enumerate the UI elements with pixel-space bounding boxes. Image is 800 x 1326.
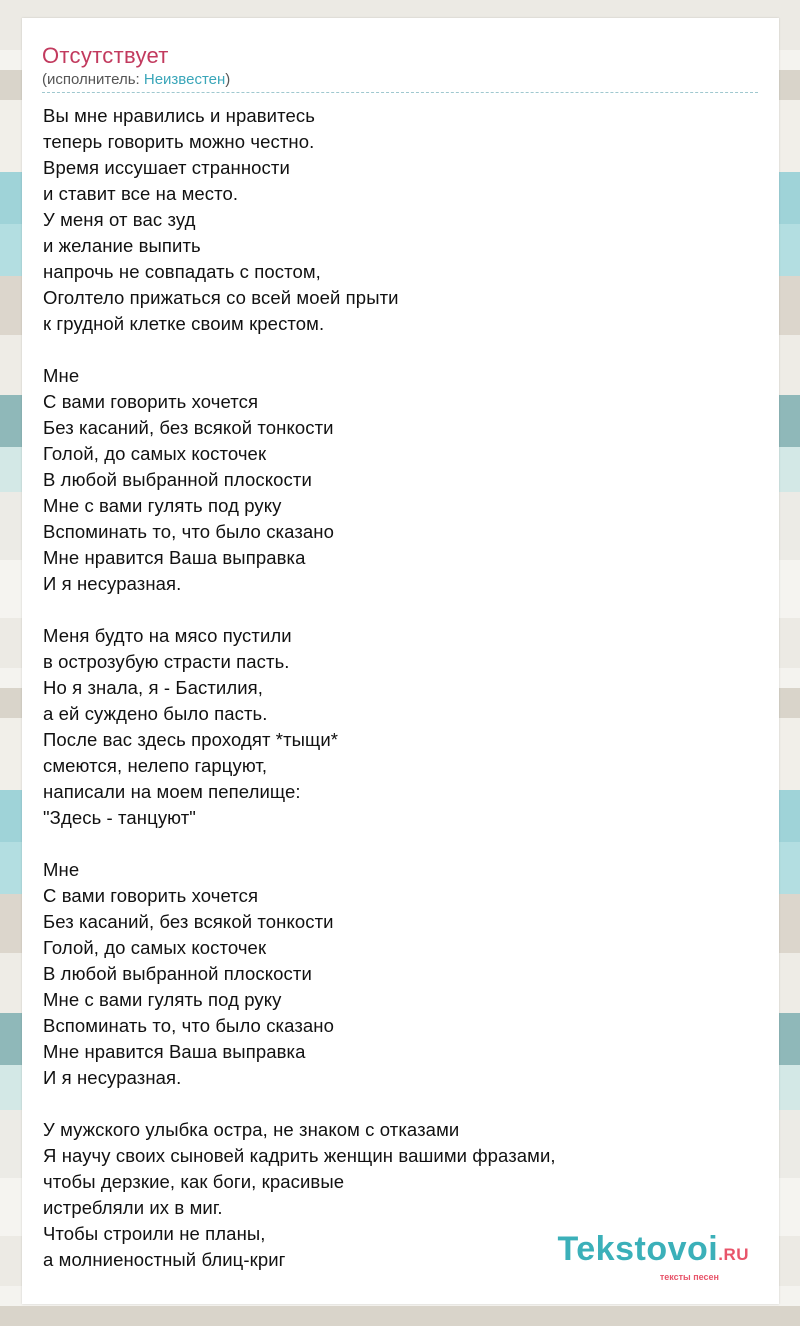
lyric-line: и желание выпить (43, 235, 201, 256)
lyric-line: Я научу своих сыновей кадрить женщин вашими фразами, (43, 1145, 556, 1166)
lyric-line: Вспоминать то, что было сказано (43, 521, 334, 542)
lyrics-text (43, 103, 759, 1273)
lyrics-card (22, 18, 779, 1304)
lyric-line: С вами говорить хочется (43, 885, 259, 906)
lyric-line: Мне (43, 859, 80, 880)
stanza-break (43, 1091, 759, 1117)
lyric-line: В любой выбранной плоскости (43, 963, 312, 984)
stanza-break (43, 831, 759, 857)
lyric-line: У мужского улыбка остра, не знаком с отказами (43, 1119, 460, 1140)
lyric-line: напрочь не совпадать с постом, (43, 261, 321, 282)
lyric-line: написали на моем пепелище: (43, 781, 301, 802)
artist-link[interactable]: Неизвестен (143, 71, 226, 88)
lyric-line: а молниеностный блиц-криг (43, 1249, 286, 1270)
lyric-line: Меня будто на мясо пустили (43, 625, 292, 646)
lyric-line: И я несуразная. (43, 573, 182, 594)
lyric-line: истребляли их в миг. (43, 1197, 223, 1218)
logo-wordmark (549, 1232, 749, 1272)
artist-line (42, 70, 758, 90)
lyric-line: Голой, до самых косточек (43, 443, 267, 464)
lyric-line: "Здесь - танцуют" (43, 807, 196, 828)
lyric-line: Мне нравится Ваша выправка (43, 1041, 306, 1062)
logo-tld: .RU (718, 1245, 749, 1264)
lyric-line: Мне с вами гулять под руку (43, 495, 282, 516)
stanza-break (43, 597, 759, 623)
lyric-line: к грудной клетке своим крестом. (43, 313, 325, 334)
artist-prefix: (исполнитель: (42, 71, 144, 88)
lyric-line: В любой выбранной плоскости (43, 469, 312, 490)
lyric-line: Вспоминать то, что было сказано (43, 1015, 334, 1036)
logo-tagline: тексты песен (659, 1272, 719, 1282)
lyric-line: Без касаний, без всякой тонкости (43, 911, 334, 932)
lyric-line: Голой, до самых косточек (43, 937, 267, 958)
lyric-line: а ей суждено было пасть. (43, 703, 268, 724)
lyric-line: Чтобы строили не планы, (43, 1223, 266, 1244)
lyric-line: Оголтело прижаться со всей моей прыти (43, 287, 399, 308)
lyric-line: Мне нравится Ваша выправка (43, 547, 306, 568)
site-logo[interactable] (549, 1232, 749, 1282)
lyric-line: теперь говорить можно честно. (43, 131, 315, 152)
stanza-break (43, 337, 759, 363)
song-title: Отсутствует (42, 43, 169, 68)
lyric-line: в острозубую страсти пасть. (43, 651, 290, 672)
artist-suffix: ) (225, 71, 231, 88)
lyric-line: После вас здесь проходят *тыщи* (43, 729, 339, 750)
lyric-line: Мне с вами гулять под руку (43, 989, 282, 1010)
lyric-line: С вами говорить хочется (43, 391, 259, 412)
lyric-line: и ставит все на место. (43, 183, 239, 204)
lyric-line: Вы мне нравились и нравитесь (43, 105, 315, 126)
lyric-line: У меня от вас зуд (43, 209, 196, 230)
lyric-line: Время иссушает странности (43, 157, 290, 178)
lyric-line: Без касаний, без всякой тонкости (43, 417, 334, 438)
lyric-line: смеются, нелепо гарцуют, (43, 755, 268, 776)
logo-name: Tekstovoi (557, 1230, 719, 1268)
lyric-line: Но я знала, я - Бастилия, (43, 677, 264, 698)
song-header (42, 42, 758, 93)
lyric-line: И я несуразная. (43, 1067, 182, 1088)
lyric-line: чтобы дерзкие, как боги, красивые (43, 1171, 345, 1192)
lyric-line: Мне (43, 365, 80, 386)
